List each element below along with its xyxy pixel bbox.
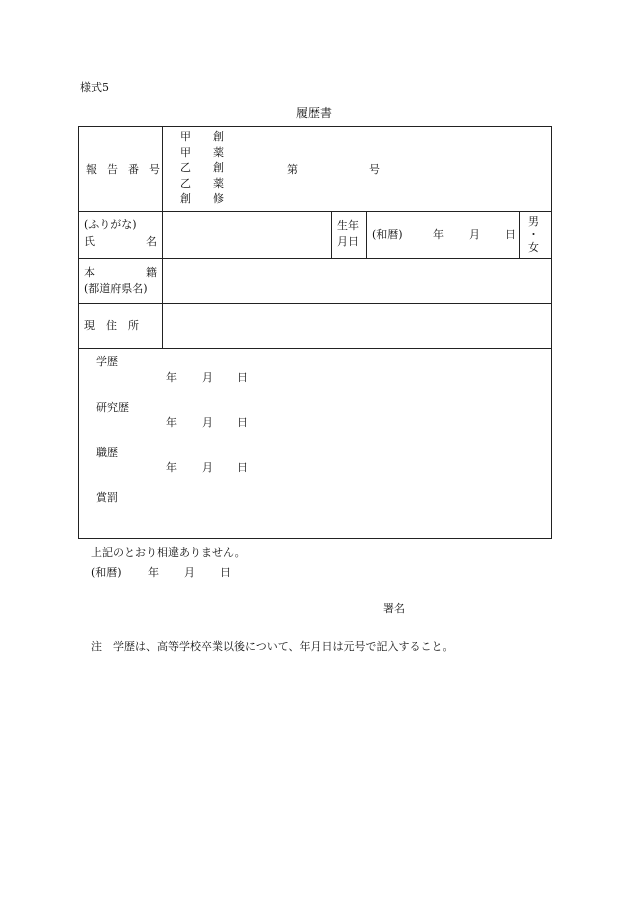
honseki-field[interactable] <box>163 259 551 303</box>
history-research-year: 年 <box>166 416 177 429</box>
footnote: 注 学歴は、高等学校卒業以後について、年月日は元号で記入すること。 <box>91 640 454 653</box>
report-number-label: 報告番号 <box>86 163 170 176</box>
license-type-3: 乙 創 <box>180 161 224 174</box>
birth-year: 年 <box>433 228 444 241</box>
history-education-label: 学歴 <box>96 355 118 368</box>
sign-date-month: 月 <box>184 566 195 579</box>
birth-label-1: 生年 <box>337 219 359 232</box>
sex-male[interactable]: 男 <box>528 215 539 228</box>
honseki-label-1: 本 <box>84 266 95 279</box>
license-type-4: 乙 薬 <box>180 176 224 190</box>
birth-day: 日 <box>505 228 516 241</box>
history-career-label: 職歴 <box>96 446 118 459</box>
license-type-5: 創 修 <box>180 192 224 205</box>
license-type-2: 甲 薬 <box>180 145 224 159</box>
honseki-label-3: (都道府県名) <box>84 282 148 295</box>
page-title: 履歴書 <box>296 106 333 120</box>
history-awards-label: 賞罰 <box>96 491 118 504</box>
sex-female[interactable]: 女 <box>528 241 539 254</box>
history-career-year: 年 <box>166 461 177 474</box>
address-label: 現 住 所 <box>84 319 139 332</box>
sex-separator: ・ <box>528 228 539 241</box>
address-field[interactable] <box>163 304 551 348</box>
history-research-label: 研究歴 <box>96 401 129 414</box>
birth-month: 月 <box>469 228 480 241</box>
license-type-list <box>180 131 270 209</box>
license-type-1: 甲 創 <box>180 130 224 143</box>
report-dai: 第 <box>287 163 298 176</box>
name-label-2: 名 <box>146 235 157 248</box>
history-research-month: 月 <box>202 416 213 429</box>
birth-label-2: 月日 <box>337 235 359 248</box>
form-label: 様式5 <box>80 81 109 94</box>
history-research-day: 日 <box>237 416 248 429</box>
history-education-day: 日 <box>237 371 248 384</box>
furigana-label: (ふりがな) <box>84 218 137 231</box>
sign-date-year: 年 <box>148 566 159 579</box>
history-career-day: 日 <box>237 461 248 474</box>
birth-era: (和暦) <box>372 228 403 241</box>
history-education-year: 年 <box>166 371 177 384</box>
honseki-label-2: 籍 <box>146 266 157 279</box>
history-education-month: 月 <box>202 371 213 384</box>
name-label-1: 氏 <box>84 235 95 248</box>
report-go: 号 <box>369 163 380 176</box>
signature-label: 署名 <box>383 602 405 615</box>
name-field[interactable] <box>163 212 331 258</box>
history-career-month: 月 <box>202 461 213 474</box>
sign-date-era: (和暦) <box>91 566 122 579</box>
statement: 上記のとおり相違ありません。 <box>91 546 246 559</box>
sign-date-day: 日 <box>220 566 231 579</box>
